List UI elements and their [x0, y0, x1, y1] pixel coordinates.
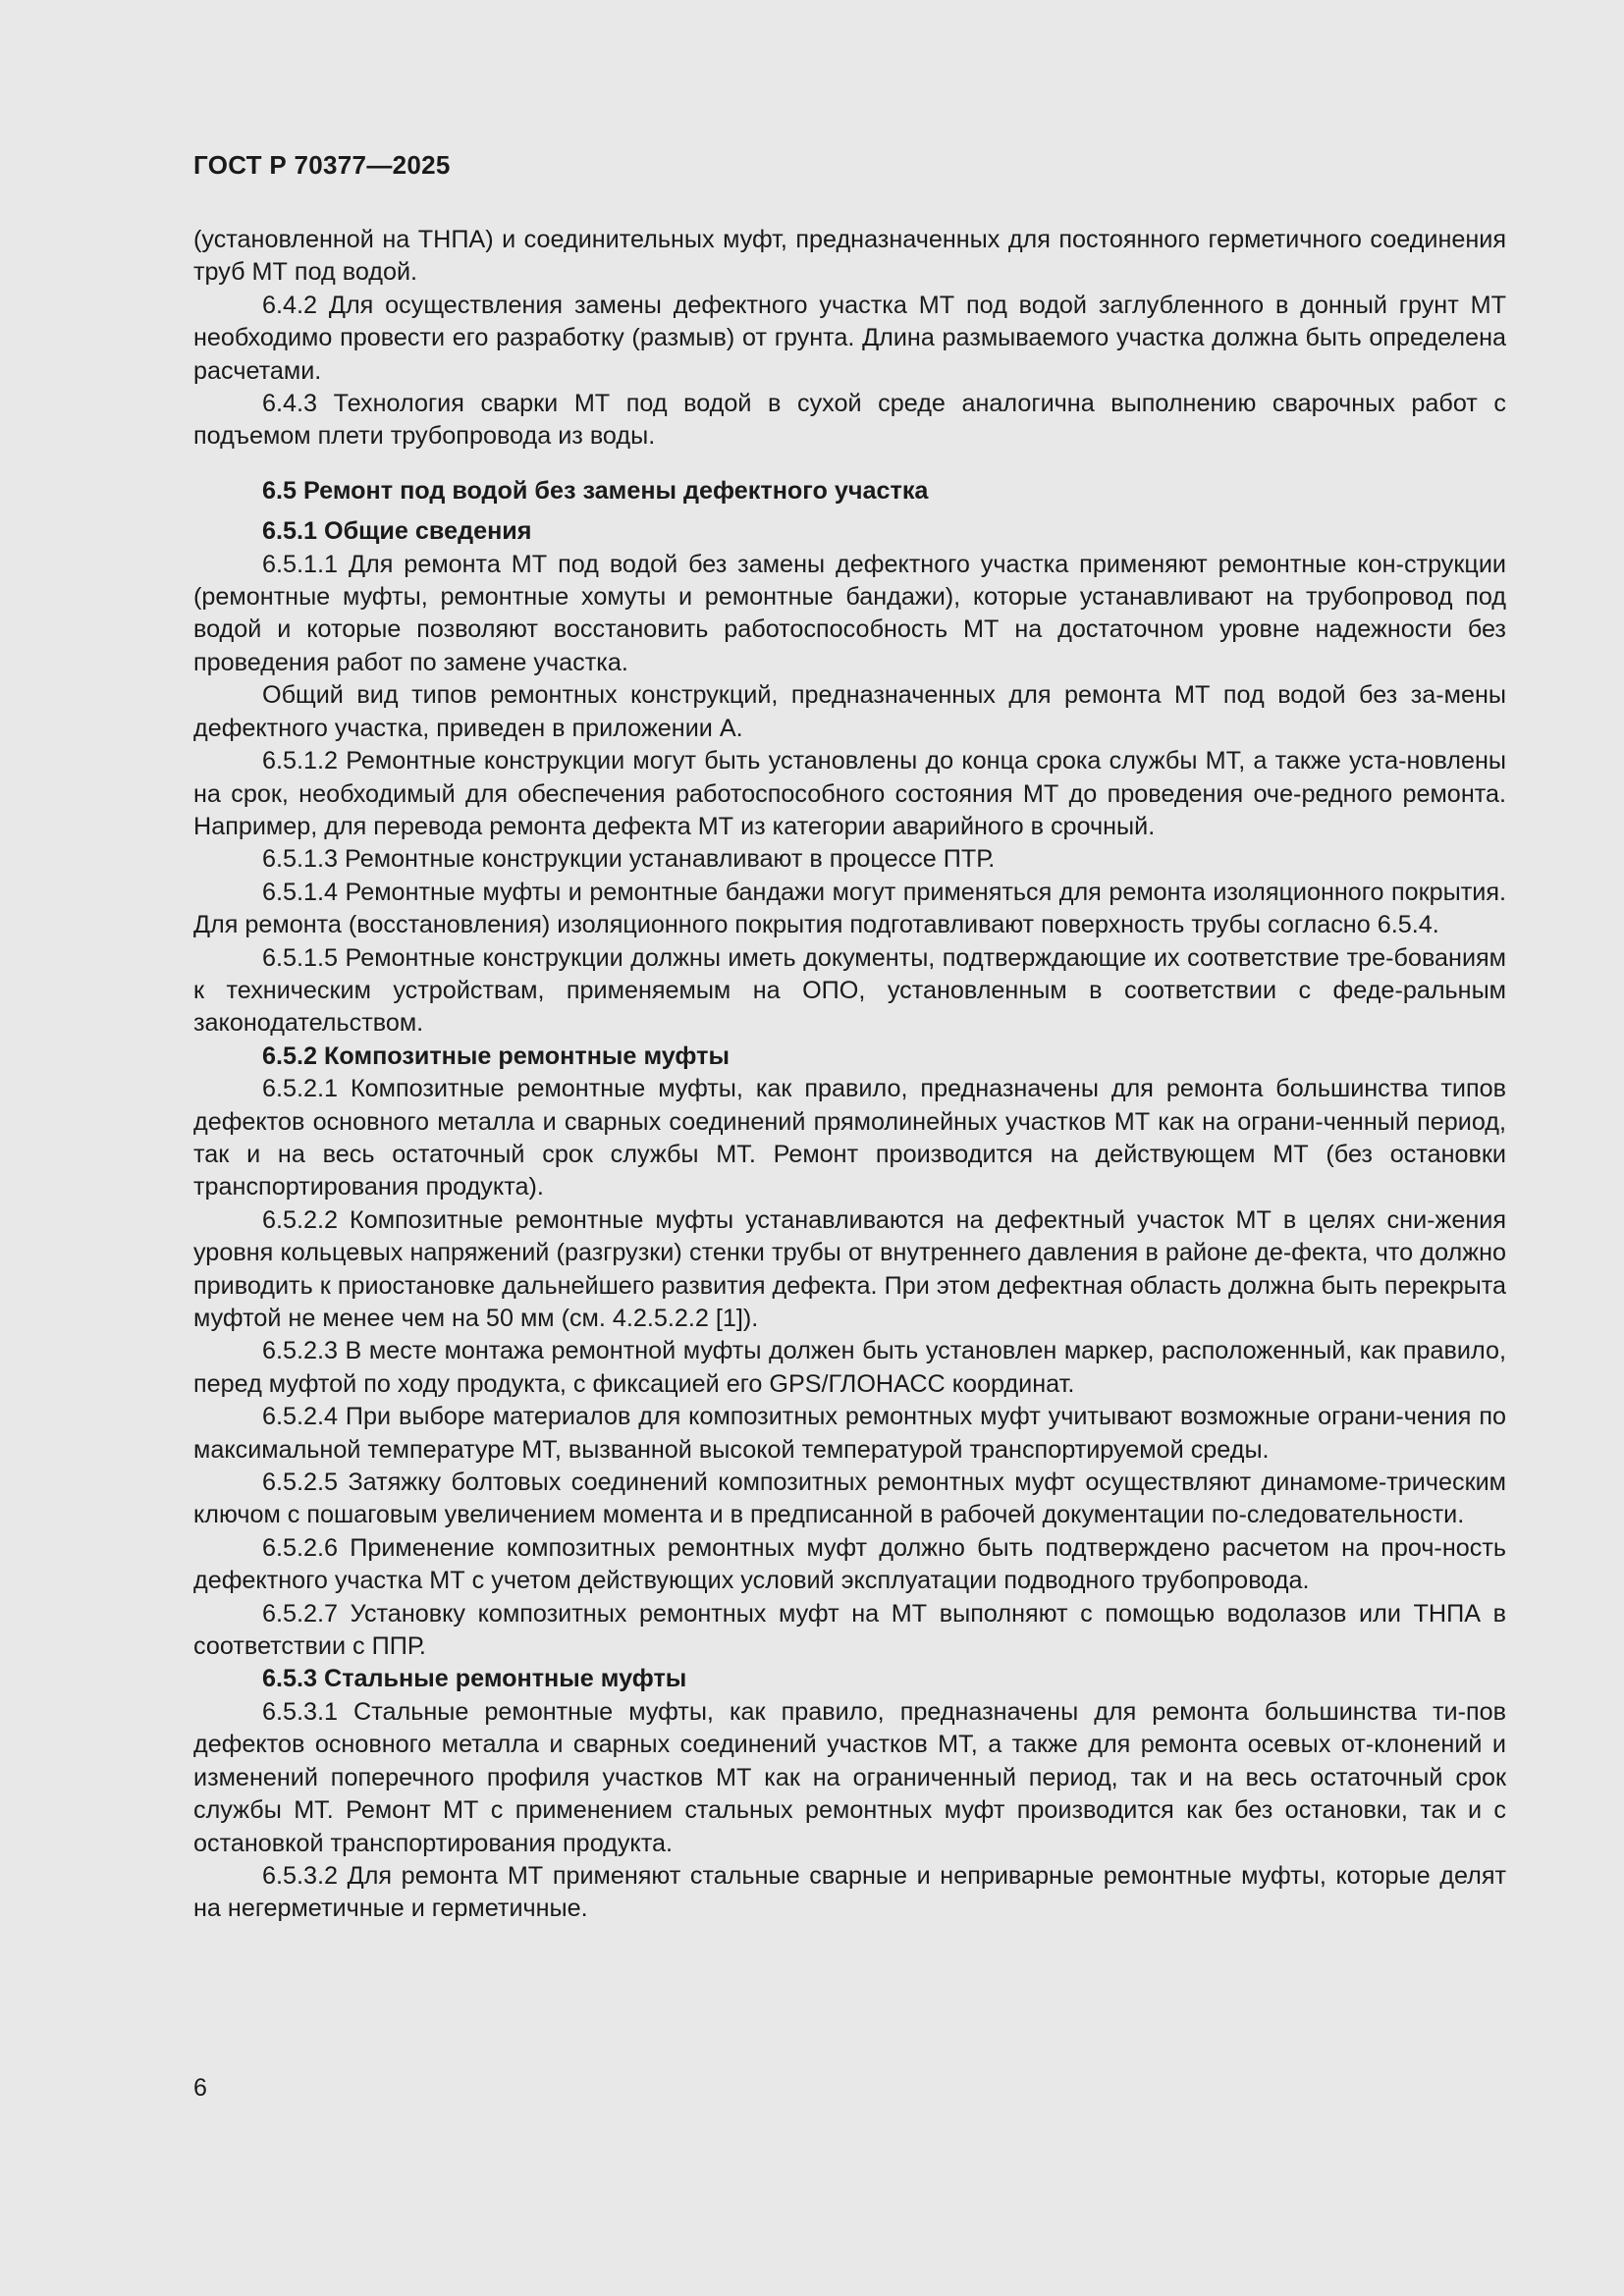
- paragraph-6-5-3-1: 6.5.3.1 Стальные ремонтные муфты, как правило, предназначены для ремонта большинства ти-пов дефектов основного металла и сварных соединений участков МТ, а также для ремонта осевых от-клонений и изменений поперечного профиля участков МТ как на ограниченный период, так и на весь остаточный срок службы МТ. Ремонт МТ с применением стальных ремонтных муфт производится как без остановки, так и с остановкой транспортирования продукта.: [193, 1697, 1506, 1857]
- paragraph-6-5-1-4: 6.5.1.4 Ремонтные муфты и ремонтные бандажи могут применяться для ремонта изоляционного покрытия. Для ремонта (восстановления) изоляционного покрытия подготавливают поверхность трубы согласно 6.5.4.: [193, 878, 1506, 939]
- document-body: [193, 224, 1506, 1926]
- paragraph-6-5-3-2: 6.5.3.2 Для ремонта МТ применяют стальные сварные и неприварные ремонтные муфты, которые делят на негерметичные и герметичные.: [193, 1861, 1506, 1923]
- paragraph-6-5-1-2: 6.5.1.2 Ремонтные конструкции могут быть установлены до конца срока службы МТ, а также уста-новлены на срок, необходимый для обеспечения работоспособного состояния МТ до проведения оче-редного ремонта. Например, для перевода ремонта дефекта МТ из категории аварийного в срочный.: [193, 747, 1506, 840]
- paragraph-6-5-2-3: 6.5.2.3 В месте монтажа ремонтной муфты должен быть установлен маркер, расположенный, как правило, перед муфтой по ходу продукта, с фиксацией его GPS/ГЛОНАСС координат.: [193, 1337, 1506, 1398]
- paragraph-continuation: (установленной на ТНПА) и соединительных муфт, предназначенных для постоянного герметичного соединения труб МТ под водой.: [193, 226, 1506, 287]
- paragraph-6-5-1-1: 6.5.1.1 Для ремонта МТ под водой без замены дефектного участка применяют ремонтные кон-струкции (ремонтные муфты, ремонтные хомуты и ремонтные бандажи), которые устанавливают на трубопровод под водой и которые позволяют восстановить работоспособность МТ на достаточном уровне надежности без проведения работ по замене участка.: [193, 550, 1506, 676]
- paragraph-6-5-2-2: 6.5.2.2 Композитные ремонтные муфты устанавливаются на дефектный участок МТ в целях сни-жения уровня кольцевых напряжений (разгрузки) стенки трубы от внутреннего давления в районе де-фекта, что должно приводить к приостановке дальнейшего развития дефекта. При этом дефектная область должна быть перекрыта муфтой не менее чем на 50 мм (см. 4.2.5.2.2 [1]).: [193, 1205, 1506, 1332]
- paragraph-6-4-3: 6.4.3 Технология сварки МТ под водой в сухой среде аналогична выполнению сварочных работ с подъемом плети трубопровода из воды.: [193, 390, 1506, 451]
- paragraph-6-4-2: 6.4.2 Для осуществления замены дефектного участка МТ под водой заглубленного в донный грунт МТ необходимо провести его разработку (размыв) от грунта. Длина размываемого участка должна быть определена расчетами.: [193, 291, 1506, 385]
- paragraph-6-5-2-5: 6.5.2.5 Затяжку болтовых соединений композитных ремонтных муфт осуществляют динамоме-трическим ключом с пошаговым увеличением момента и в предписанной в рабочей документации по-следовательности.: [193, 1468, 1506, 1529]
- document-header: ГОСТ Р 70377—2025: [193, 150, 451, 180]
- subsection-heading-6-5-3: 6.5.3 Стальные ремонтные муфты: [262, 1665, 687, 1693]
- paragraph-6-5-2-1: 6.5.2.1 Композитные ремонтные муфты, как правило, предназначены для ремонта большинства типов дефектов основного металла и сварных соединений прямолинейных участков МТ как на ограни-ченный период, так и на весь остаточный срок службы МТ. Ремонт производится на действующем МТ (без остановки транспортирования продукта).: [193, 1075, 1506, 1201]
- paragraph-6-5-2-6: 6.5.2.6 Применение композитных ремонтных муфт должно быть подтверждено расчетом на проч-ность дефектного участка МТ с учетом действующих условий эксплуатации подводного трубопровода.: [193, 1533, 1506, 1595]
- paragraph-6-5-1-3: 6.5.1.3 Ремонтные конструкции устанавливают в процессе ПТР.: [262, 845, 996, 874]
- paragraph-6-5-1-5: 6.5.1.5 Ремонтные конструкции должны иметь документы, подтверждающие их соответствие тре-бованиям к техническим устройствам, применяемым на ОПО, установленным в соответствии с феде-ральным законодательством.: [193, 943, 1506, 1038]
- paragraph-general-view: Общий вид типов ремонтных конструкций, предназначенных для ремонта МТ под водой без за-мены дефектного участка, приведен в приложении А.: [193, 681, 1506, 742]
- subsection-heading-6-5-1: 6.5.1 Общие сведения: [262, 517, 532, 546]
- subsection-heading-6-5-2: 6.5.2 Композитные ремонтные муфты: [262, 1041, 730, 1070]
- section-heading-6-5: 6.5 Ремонт под водой без замены дефектного участка: [262, 476, 929, 505]
- paragraph-6-5-2-4: 6.5.2.4 При выборе материалов для композитных ремонтных муфт учитывают возможные ограни-чения по максимальной температуре МТ, вызванной высокой температурой транспортируемой среды.: [193, 1403, 1506, 1464]
- page-number: 6: [193, 2074, 207, 2102]
- paragraph-6-5-2-7: 6.5.2.7 Установку композитных ремонтных муфт на МТ выполняют с помощью водолазов или ТНПА в соответствии с ППР.: [193, 1599, 1506, 1661]
